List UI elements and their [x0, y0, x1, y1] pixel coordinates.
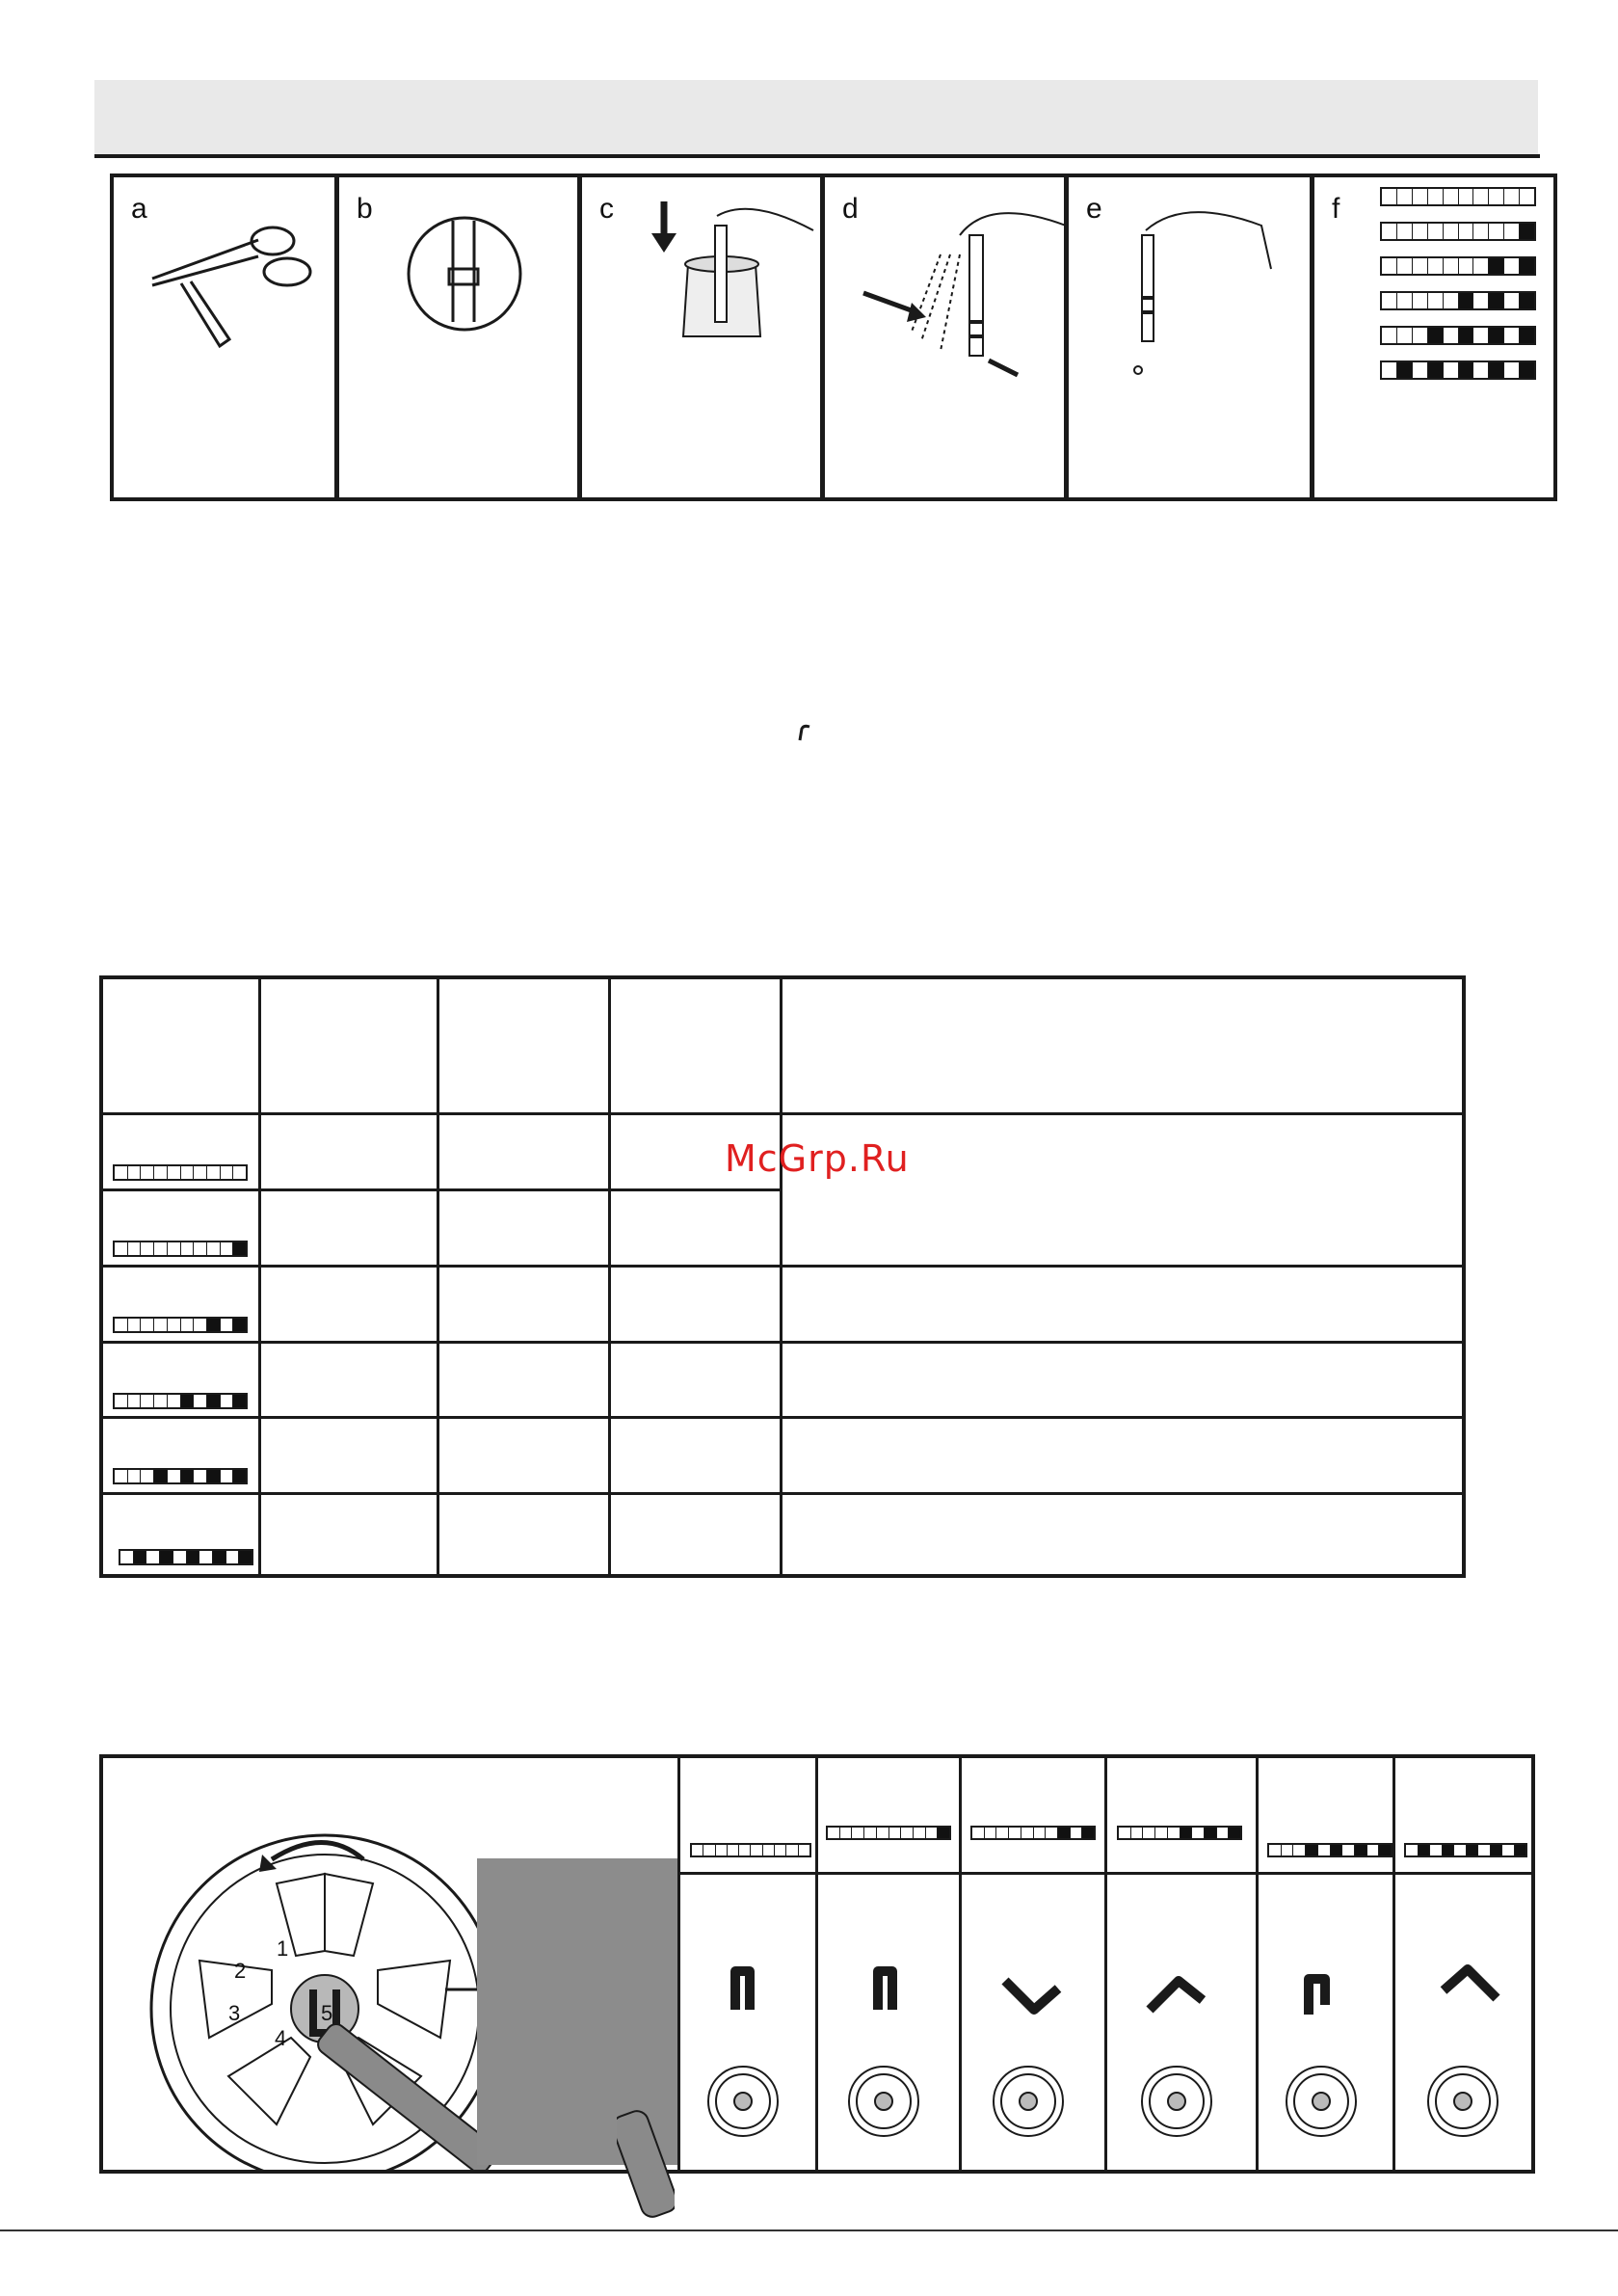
table-hline: [103, 1492, 1462, 1495]
table-hline: [103, 1265, 1462, 1268]
position-symbol-3: [1150, 1981, 1203, 2010]
setting-strip-0: [690, 1843, 811, 1857]
position-symbol-4: [1309, 1979, 1325, 2015]
step-panel-f: [1311, 174, 1557, 501]
setting-positions: [677, 1875, 1531, 2174]
table-strip-2: [113, 1317, 248, 1333]
chart-strip-5: [1380, 360, 1536, 380]
hook-icon: [796, 723, 815, 742]
table-strip-3: [113, 1393, 248, 1409]
setting-strip-4: [1267, 1843, 1393, 1857]
setting-strip-1: [826, 1826, 951, 1840]
step-letter: a: [131, 193, 147, 225]
table-vline: [258, 979, 261, 1574]
table-strip-0: [113, 1164, 248, 1181]
dial-number-4: 4: [275, 2026, 287, 2050]
chart-strip-2: [1380, 256, 1536, 276]
position-symbol-2: [1005, 1981, 1058, 2010]
step-panel-b: [335, 174, 581, 501]
chart-strip-3: [1380, 291, 1536, 310]
footer-rule: [0, 2229, 1618, 2231]
table-hline: [103, 1112, 1462, 1115]
chart-strip-4: [1380, 326, 1536, 345]
table-vline: [437, 979, 439, 1574]
step-letter: b: [357, 193, 373, 225]
position-symbol-5: [1444, 1969, 1497, 1998]
dial-number-2: 2: [234, 1959, 247, 1983]
table-hline: [103, 1416, 1462, 1419]
step-letter: d: [842, 193, 859, 225]
position-symbol-0: [735, 1971, 750, 2010]
step-letter: e: [1086, 193, 1102, 225]
chart-strip-0: [1380, 187, 1536, 206]
screwdriver-icon: [617, 2101, 675, 2236]
setting-strip-5: [1404, 1843, 1527, 1857]
setting-strip-2: [970, 1826, 1096, 1840]
step-letter: c: [599, 193, 614, 225]
setting-strip-3: [1117, 1826, 1242, 1840]
shake-strip-icon: [825, 177, 1072, 505]
step-panel-d: [821, 174, 1068, 501]
table-vline: [780, 979, 782, 1574]
dip-strip-icon: [582, 177, 828, 505]
position-symbol-1: [878, 1971, 892, 2010]
step-panel-e: [1065, 174, 1313, 501]
setting-diagram: [99, 1754, 1535, 2174]
watermark: McGrp.Ru: [725, 1137, 910, 1180]
table-strip-1: [113, 1241, 248, 1257]
step-letter: f: [1332, 193, 1340, 225]
chart-strip-1: [1380, 222, 1536, 241]
header-rule: [94, 154, 1540, 158]
table-strip-5: [119, 1549, 253, 1565]
table-hline: [103, 1188, 782, 1191]
dial-number-3: 3: [228, 2001, 241, 2025]
header-band: [94, 80, 1538, 155]
table-vline: [608, 979, 611, 1574]
hardness-table: [99, 975, 1466, 1578]
dial-number-5: 5: [321, 2001, 333, 2025]
table-strip-4: [113, 1468, 248, 1484]
dial-number-1: 1: [277, 1936, 289, 1961]
step-panel-a: [110, 174, 338, 501]
step-panel-c: [578, 174, 824, 501]
table-hline: [103, 1341, 1462, 1344]
tube-icon: [339, 177, 585, 505]
wait-strip-icon: [1069, 177, 1317, 505]
scissors-icon: [114, 177, 342, 505]
